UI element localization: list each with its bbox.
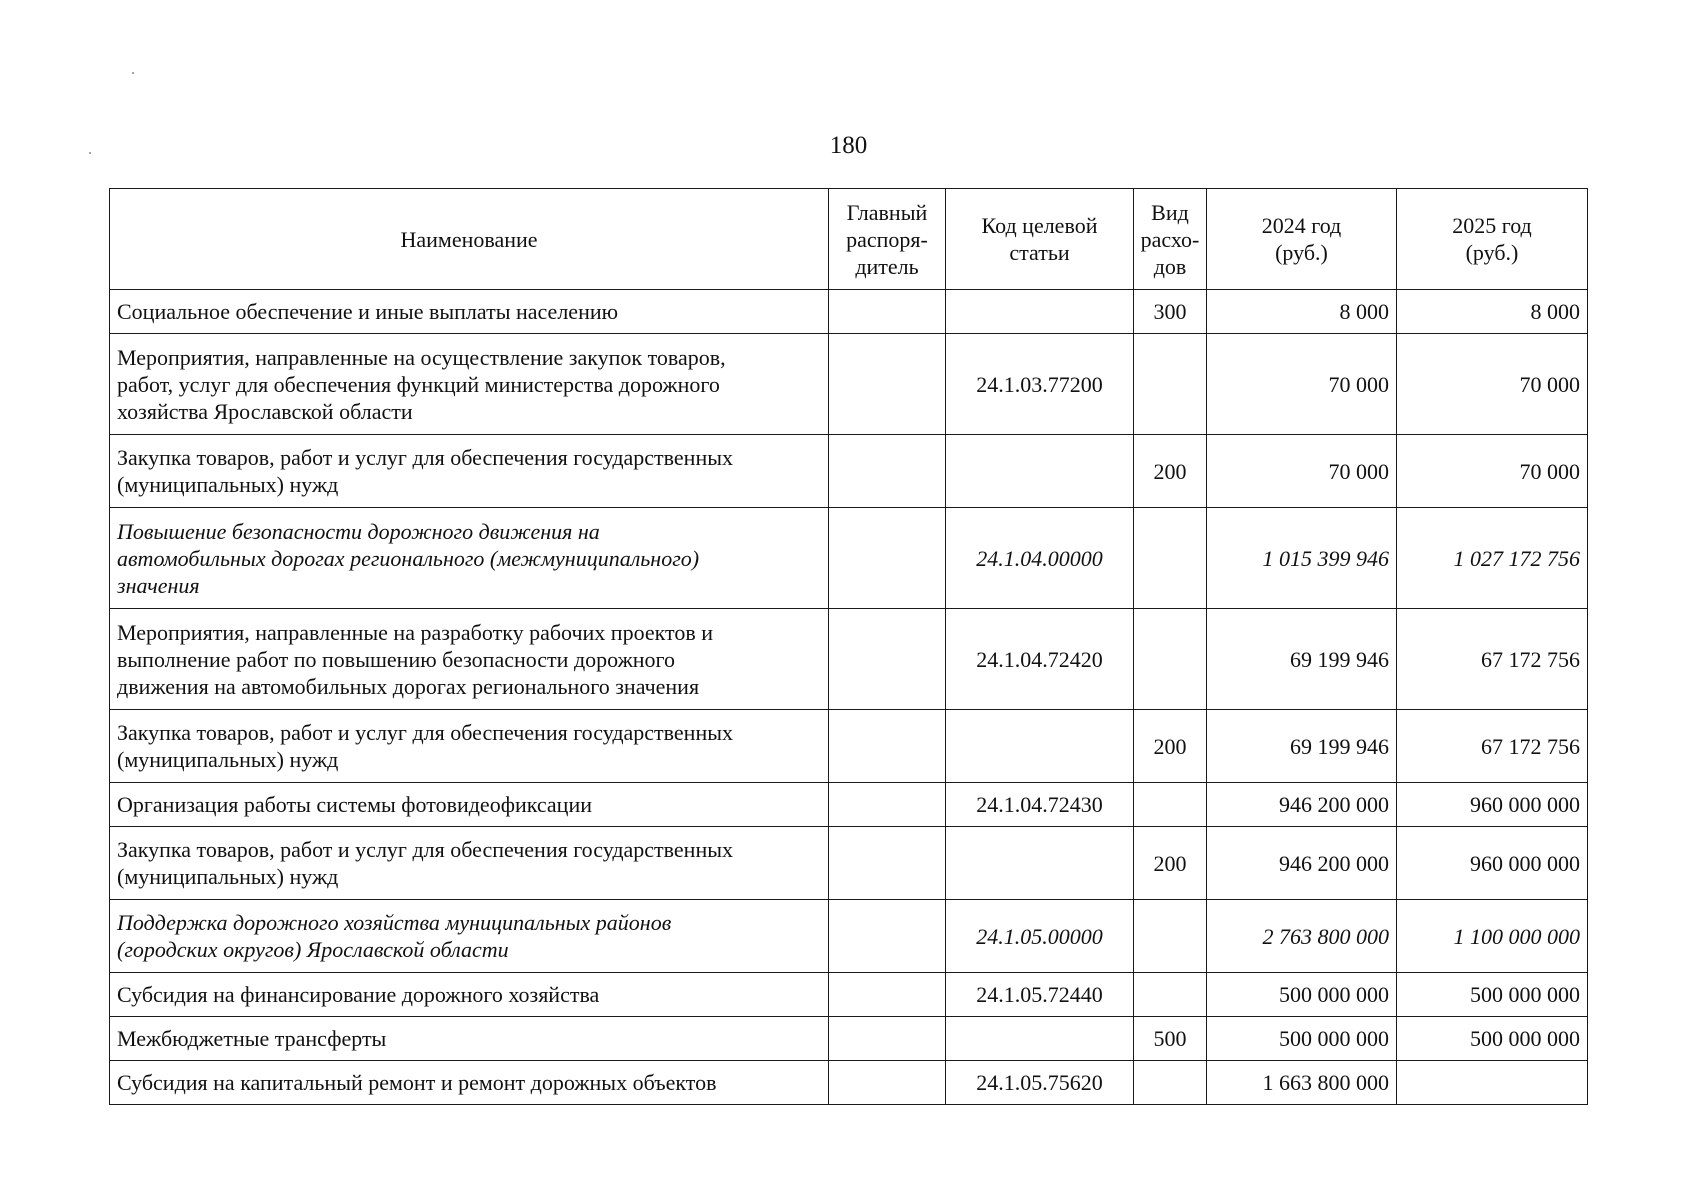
cell-code: 24.1.04.72430 [946, 783, 1134, 827]
cell-manager [829, 290, 946, 334]
cell-code: 24.1.05.00000 [946, 900, 1134, 973]
table-row [110, 290, 1588, 334]
cell-2025: 960 000 000 [1397, 783, 1588, 827]
cell-code: 24.1.05.72440 [946, 973, 1134, 1017]
cell-code [946, 435, 1134, 508]
cell-2024: 500 000 000 [1207, 1017, 1397, 1061]
cell-expense-type: 200 [1134, 435, 1207, 508]
cell-2024: 946 200 000 [1207, 827, 1397, 900]
cell-2025: 70 000 [1397, 334, 1588, 435]
cell-expense-type: 500 [1134, 1017, 1207, 1061]
cell-code [946, 1017, 1134, 1061]
cell-2024: 69 199 946 [1207, 609, 1397, 710]
cell-name: Социальное обеспечение и иные выплаты населению [110, 290, 829, 334]
cell-name: Закупка товаров, работ и услуг для обеспечения государственных (муниципальных) нужд [110, 710, 829, 783]
table-row [110, 435, 1588, 508]
cell-2024: 2 763 800 000 [1207, 900, 1397, 973]
scan-dot [132, 72, 134, 74]
cell-expense-type [1134, 609, 1207, 710]
cell-manager [829, 1061, 946, 1105]
cell-2024: 1 015 399 946 [1207, 508, 1397, 609]
cell-manager [829, 783, 946, 827]
cell-2025 [1397, 1061, 1588, 1105]
cell-expense-type [1134, 783, 1207, 827]
cell-manager [829, 1017, 946, 1061]
header-manager: Главный распоря- дитель [829, 189, 946, 290]
cell-code: 24.1.04.00000 [946, 508, 1134, 609]
cell-2024: 69 199 946 [1207, 710, 1397, 783]
cell-code [946, 290, 1134, 334]
header-code: Код целевой статьи [946, 189, 1134, 290]
cell-name: Организация работы системы фотовидеофиксации [110, 783, 829, 827]
cell-expense-type [1134, 508, 1207, 609]
table-row [110, 783, 1588, 827]
cell-manager [829, 710, 946, 783]
cell-code: 24.1.04.72420 [946, 609, 1134, 710]
table-row [110, 334, 1588, 435]
cell-expense-type: 200 [1134, 827, 1207, 900]
page-number: 180 [829, 132, 868, 159]
cell-name: Закупка товаров, работ и услуг для обеспечения государственных (муниципальных) нужд [110, 435, 829, 508]
cell-2024: 70 000 [1207, 334, 1397, 435]
cell-name: Закупка товаров, работ и услуг для обеспечения государственных (муниципальных) нужд [110, 827, 829, 900]
table-row [110, 900, 1588, 973]
cell-expense-type [1134, 900, 1207, 973]
cell-manager [829, 334, 946, 435]
cell-name: Межбюджетные трансферты [110, 1017, 829, 1061]
cell-2025: 500 000 000 [1397, 973, 1588, 1017]
cell-name: Повышение безопасности дорожного движения на автомобильных дорогах регионального (межмуниципального) значения [110, 508, 829, 609]
cell-expense-type: 200 [1134, 710, 1207, 783]
budget-table [109, 188, 1588, 1105]
cell-2025: 500 000 000 [1397, 1017, 1588, 1061]
cell-name: Мероприятия, направленные на разработку рабочих проектов и выполнение работ по повышению безопасности дорожного движения на автомобильных дорогах регионального значения [110, 609, 829, 710]
cell-expense-type [1134, 973, 1207, 1017]
table-row [110, 1017, 1588, 1061]
cell-name: Поддержка дорожного хозяйства муниципальных районов (городских округов) Ярославской области [110, 900, 829, 973]
cell-manager [829, 435, 946, 508]
cell-expense-type [1134, 1061, 1207, 1105]
cell-2025: 70 000 [1397, 435, 1588, 508]
header-2024: 2024 год (руб.) [1207, 189, 1397, 290]
table-row [110, 609, 1588, 710]
table-row [110, 973, 1588, 1017]
cell-2024: 70 000 [1207, 435, 1397, 508]
cell-2025: 1 100 000 000 [1397, 900, 1588, 973]
cell-manager [829, 609, 946, 710]
header-2025: 2025 год (руб.) [1397, 189, 1588, 290]
cell-manager [829, 827, 946, 900]
cell-2025: 8 000 [1397, 290, 1588, 334]
cell-manager [829, 900, 946, 973]
cell-code: 24.1.05.75620 [946, 1061, 1134, 1105]
table-row [110, 1061, 1588, 1105]
cell-code [946, 710, 1134, 783]
table-row [110, 710, 1588, 783]
table-row [110, 827, 1588, 900]
cell-name: Субсидия на финансирование дорожного хозяйства [110, 973, 829, 1017]
cell-2024: 1 663 800 000 [1207, 1061, 1397, 1105]
table-body [110, 290, 1588, 1105]
cell-code [946, 827, 1134, 900]
cell-2024: 8 000 [1207, 290, 1397, 334]
cell-expense-type: 300 [1134, 290, 1207, 334]
cell-manager [829, 508, 946, 609]
cell-code: 24.1.03.77200 [946, 334, 1134, 435]
cell-expense-type [1134, 334, 1207, 435]
header-expense-type: Вид расхо- дов [1134, 189, 1207, 290]
cell-2024: 946 200 000 [1207, 783, 1397, 827]
cell-2024: 500 000 000 [1207, 973, 1397, 1017]
cell-name: Мероприятия, направленные на осуществление закупок товаров, работ, услуг для обеспечения функций министерства дорожного хозяйства Ярославской области [110, 334, 829, 435]
cell-2025: 1 027 172 756 [1397, 508, 1588, 609]
cell-manager [829, 973, 946, 1017]
cell-2025: 67 172 756 [1397, 609, 1588, 710]
cell-2025: 67 172 756 [1397, 710, 1588, 783]
header-name: Наименование [110, 189, 829, 290]
table-header-row [110, 189, 1588, 290]
cell-2025: 960 000 000 [1397, 827, 1588, 900]
cell-name: Субсидия на капитальный ремонт и ремонт дорожных объектов [110, 1061, 829, 1105]
table-row [110, 508, 1588, 609]
